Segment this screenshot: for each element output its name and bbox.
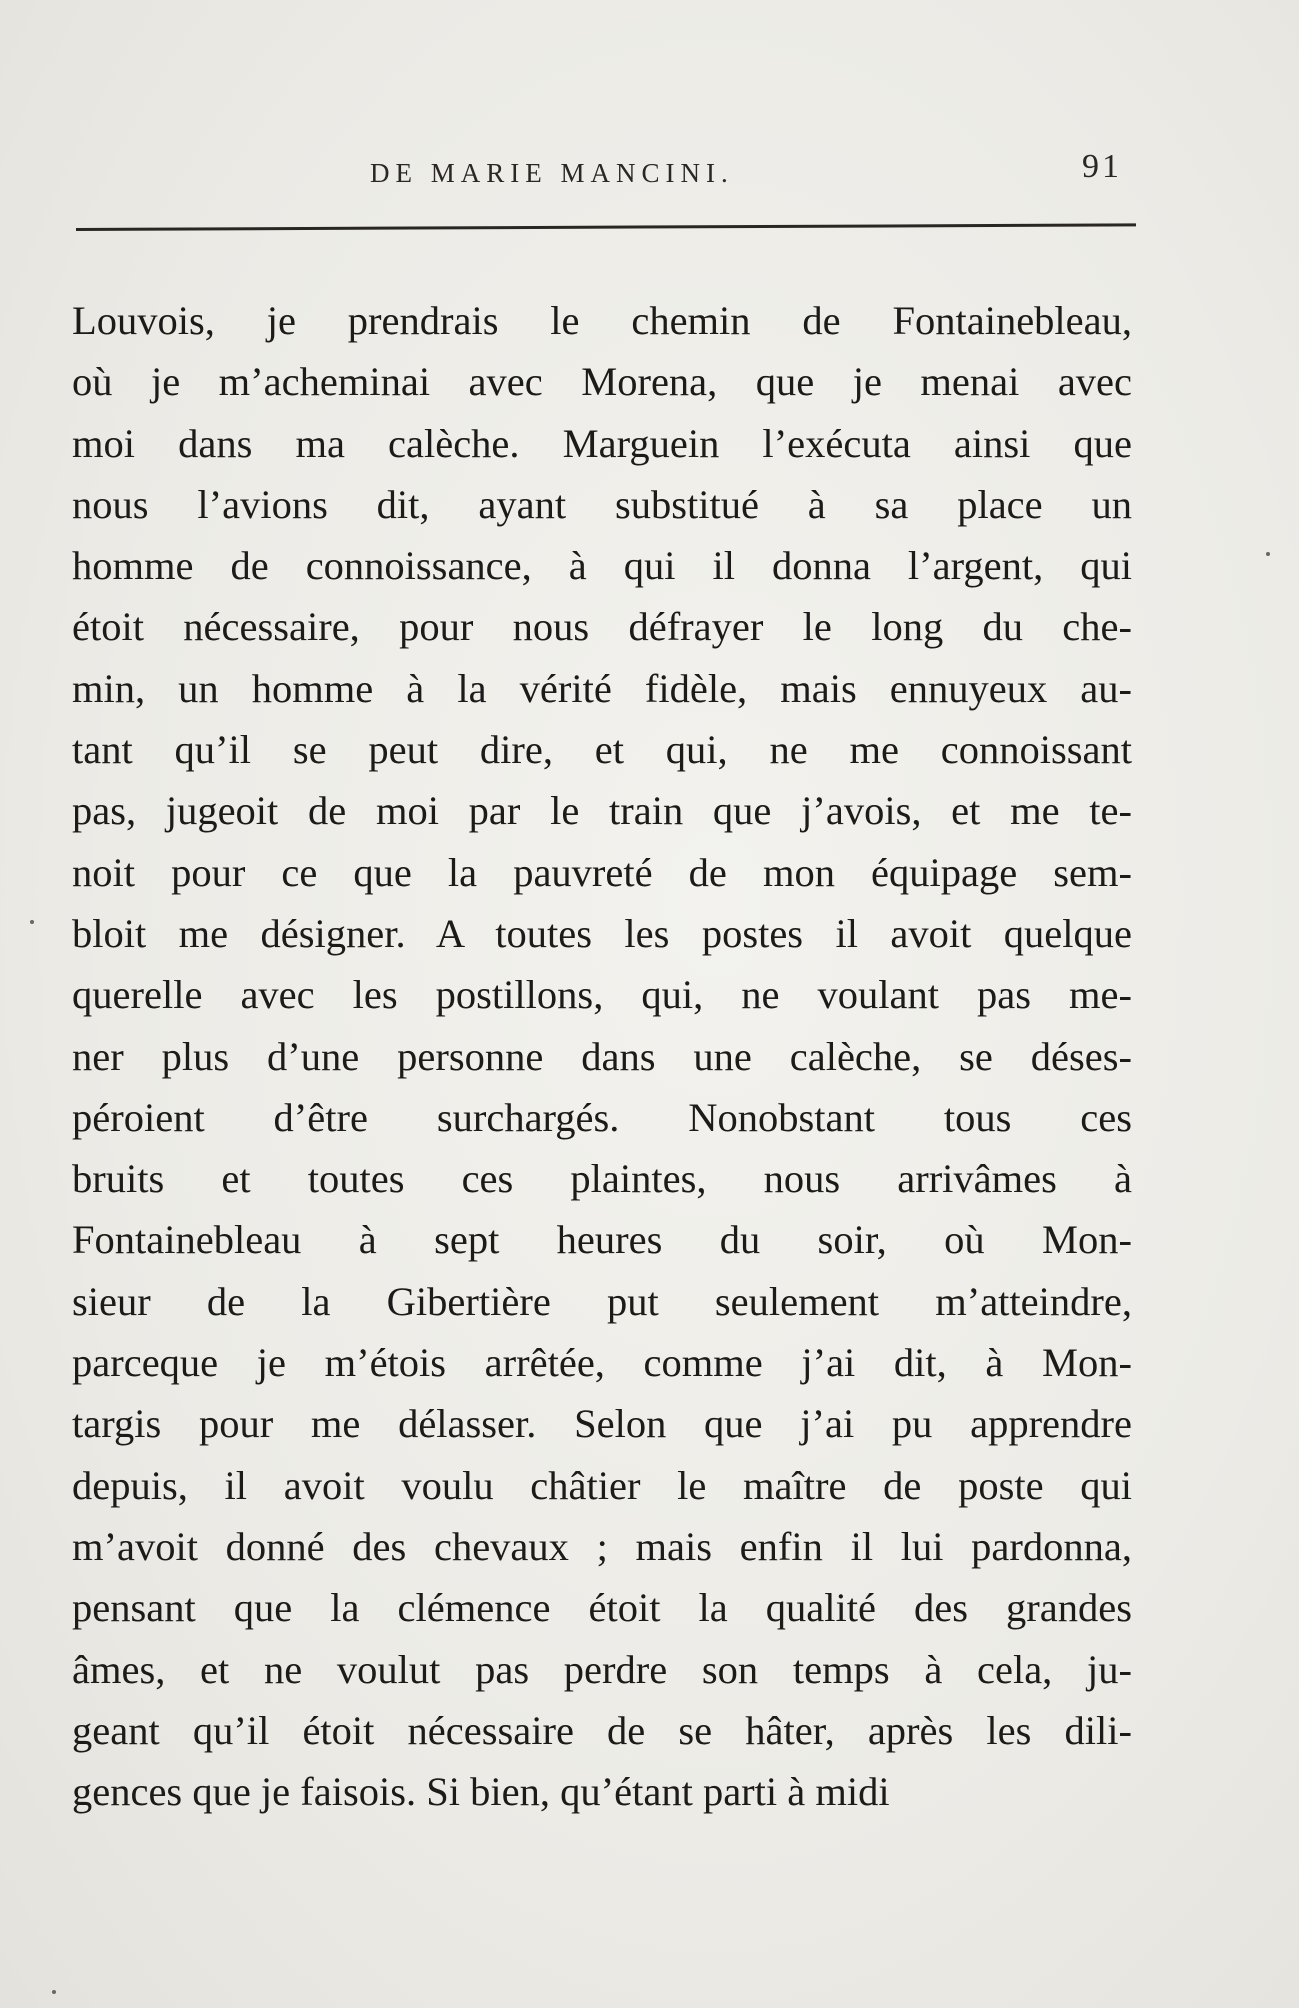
text-line: étoit nécessaire, pour nous défrayer le long du che- xyxy=(72,604,1132,650)
page-number: 91 xyxy=(1082,148,1122,185)
text-line: querelle avec les postillons, qui, ne voulant pas me- xyxy=(72,972,1132,1018)
text-line: bloit me désigner. A toutes les postes il avoit quelque xyxy=(72,910,1132,956)
text-line: pas, jugeoit de moi par le train que j’avois, et me te- xyxy=(72,788,1132,834)
text-line: tant qu’il se peut dire, et qui, ne me connoissant xyxy=(72,727,1132,773)
text-line: âmes, et ne voulut pas perdre son temps à cela, ju- xyxy=(72,1646,1132,1692)
paper-speck xyxy=(52,1990,56,1994)
running-head: DE MARIE MANCINI. xyxy=(370,158,734,188)
paper-speck xyxy=(1266,552,1270,556)
text-line: pensant que la clémence étoit la qualité des grandes xyxy=(72,1585,1132,1631)
text-line: geant qu’il étoit nécessaire de se hâter, après les dili- xyxy=(72,1707,1132,1753)
text-line: homme de connoissance, à qui il donna l’argent, qui xyxy=(72,543,1132,589)
text-line: depuis, il avoit voulu châtier le maître de poste qui xyxy=(72,1462,1132,1508)
header-rule xyxy=(76,223,1136,231)
text-line: Fontainebleau à sept heures du soir, où Mon- xyxy=(72,1217,1132,1263)
text-line: moi dans ma calèche. Marguein l’exécuta ainsi que xyxy=(72,420,1132,466)
text-line: gences que je faisois. Si bien, qu’étant parti à midi xyxy=(72,1769,890,1815)
text-line: bruits et toutes ces plaintes, nous arrivâmes à xyxy=(72,1156,1132,1202)
text-line: péroient d’être surchargés. Nonobstant tous ces xyxy=(72,1094,1132,1140)
text-line: min, un homme à la vérité fidèle, mais ennuyeux au- xyxy=(72,665,1132,711)
text-line: m’avoit donné des chevaux ; mais enfin il lui pardonna, xyxy=(72,1523,1132,1569)
paper-speck xyxy=(30,920,34,924)
body-text xyxy=(72,290,1132,1822)
text-line: ner plus d’une personne dans une calèche, se déses- xyxy=(72,1033,1132,1079)
text-line: où je m’acheminai avec Morena, que je menai avec xyxy=(72,359,1132,405)
text-line: targis pour me délasser. Selon que j’ai pu apprendre xyxy=(72,1401,1132,1447)
text-line: parceque je m’étois arrêtée, comme j’ai dit, à Mon- xyxy=(72,1340,1132,1386)
text-line: nous l’avions dit, ayant substitué à sa place un xyxy=(72,481,1132,527)
text-line: noit pour ce que la pauvreté de mon équipage sem- xyxy=(72,849,1132,895)
text-line: Louvois, je prendrais le chemin de Fontainebleau, xyxy=(72,298,1132,343)
text-line: sieur de la Gibertière put seulement m’atteindre, xyxy=(72,1278,1132,1324)
